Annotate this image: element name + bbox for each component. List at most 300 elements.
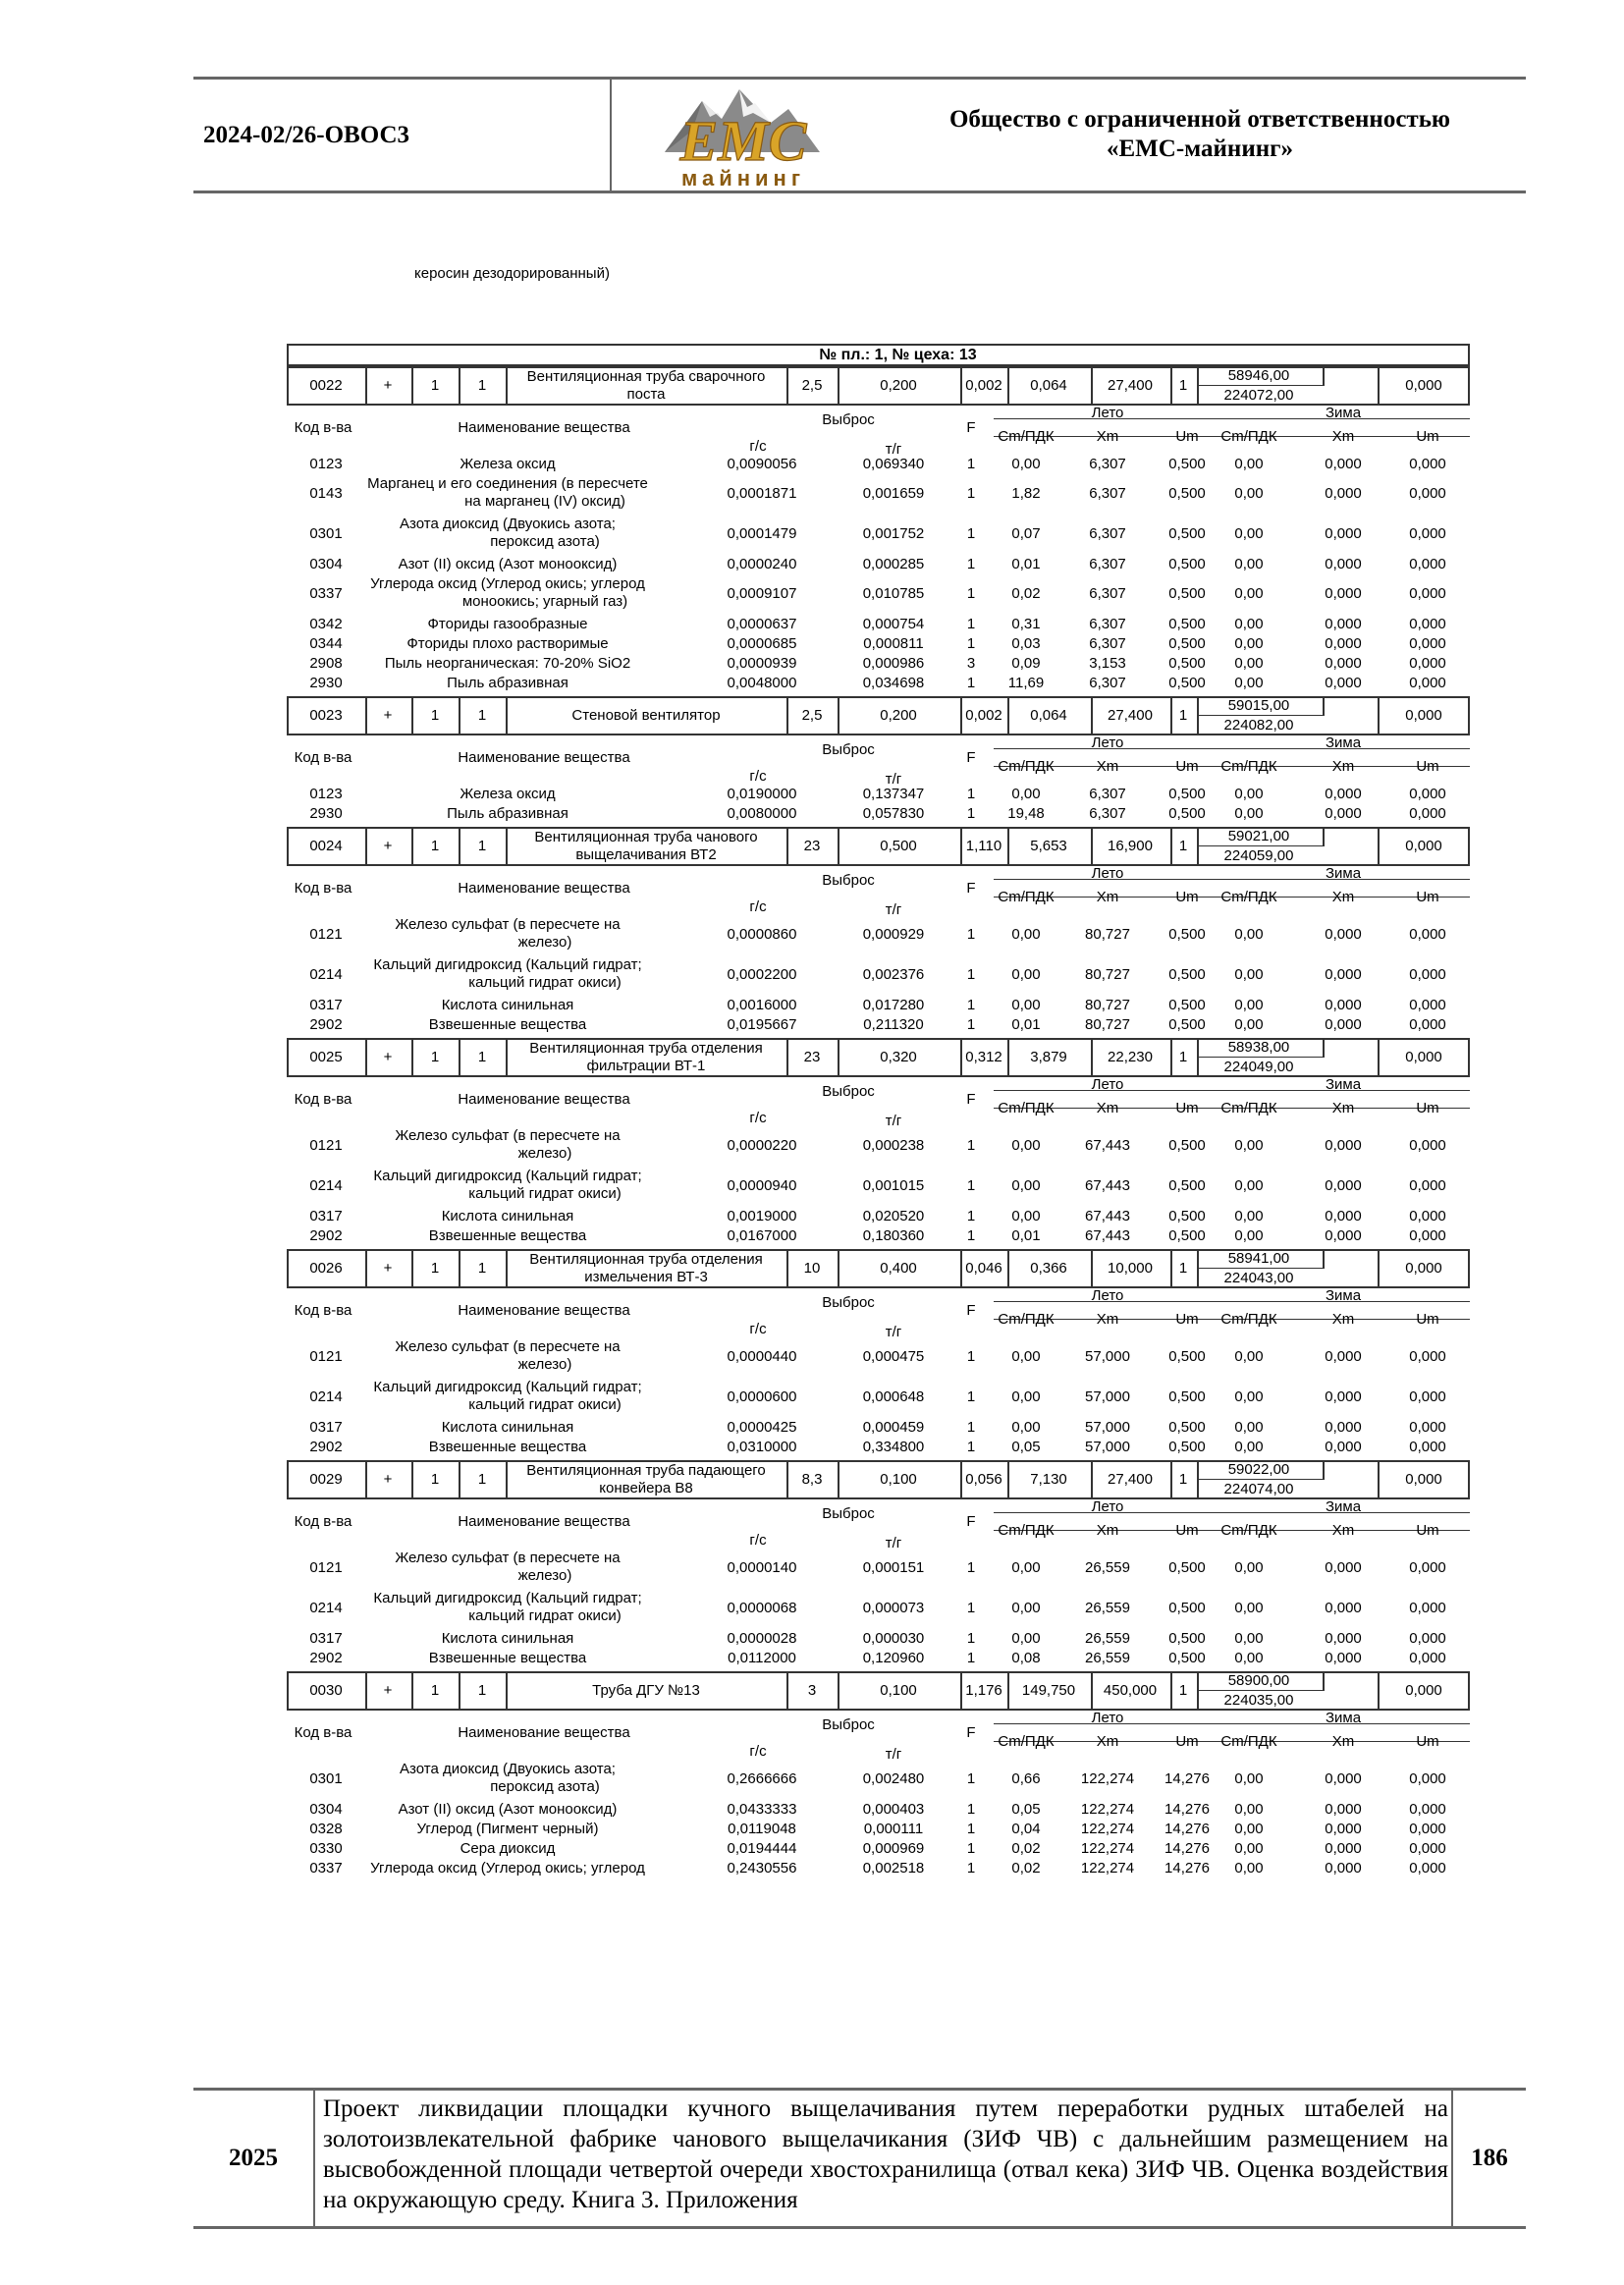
winter-xm: 0,000 (1325, 926, 1362, 943)
summer-um: 0,500 (1168, 556, 1206, 572)
substance-code: 0214 (309, 1388, 343, 1405)
source-speed: 5,653 (1030, 838, 1067, 854)
summer-xm: 122,274 (1080, 1840, 1135, 1857)
header-xm-winter: Xm (1331, 1522, 1355, 1539)
emission-gs: 0,0167000 (727, 1227, 797, 1244)
f-value: 1 (966, 926, 976, 943)
winter-xm: 0,000 (1325, 1650, 1362, 1666)
summer-um: 0,500 (1168, 966, 1206, 983)
cell-divider (838, 1671, 839, 1711)
winter-um: 0,000 (1409, 966, 1446, 983)
f-value: 1 (966, 966, 976, 983)
cell-divider (1007, 1671, 1009, 1711)
winter-xm: 0,000 (1325, 1770, 1362, 1787)
emission-gs: 0,2430556 (727, 1860, 797, 1877)
emission-gs: 0,0001479 (727, 525, 797, 542)
substance-code: 2902 (309, 1016, 343, 1033)
f-value: 1 (966, 1630, 976, 1647)
header-winter: Зима (1325, 1498, 1362, 1515)
substance-code: 0317 (309, 1630, 343, 1647)
source-coef: 1 (1178, 838, 1188, 854)
summer-um: 0,500 (1168, 1388, 1206, 1405)
cell-divider (411, 1249, 413, 1288)
summer-xm: 67,443 (1085, 1227, 1130, 1244)
substance-name: кальций гидрат окиси) (468, 1396, 622, 1413)
cell-divider (365, 827, 367, 866)
winter-cm: 0,00 (1234, 556, 1264, 572)
summer-um: 14,276 (1164, 1860, 1210, 1877)
source-name: измельчения ВТ-3 (584, 1269, 708, 1285)
summer-xm: 67,443 (1085, 1177, 1130, 1194)
source-diameter: 0,320 (880, 1049, 917, 1065)
cell-divider (1323, 1038, 1325, 1058)
source-speed: 0,064 (1030, 707, 1067, 724)
header-summer: Лето (1091, 405, 1124, 421)
source-name: Труба ДГУ №13 (592, 1682, 700, 1699)
source-x: 58900,00 (1227, 1672, 1290, 1689)
source-diameter: 0,400 (880, 1260, 917, 1277)
header-winter: Зима (1325, 405, 1362, 421)
summer-um: 0,500 (1168, 1559, 1206, 1576)
summer-um: 0,500 (1168, 675, 1206, 691)
substance-code: 0304 (309, 556, 343, 572)
winter-cm: 0,00 (1234, 616, 1264, 632)
season-divider (994, 1301, 1470, 1302)
substance-code: 0214 (309, 1177, 343, 1194)
emission-gs: 0,0119048 (728, 1821, 796, 1837)
emission-tg: 0,180360 (862, 1227, 925, 1244)
header-emission: Выброс (822, 741, 875, 758)
source-x: 59022,00 (1227, 1461, 1290, 1478)
substance-code: 0328 (309, 1821, 343, 1837)
winter-um: 0,000 (1409, 1208, 1446, 1224)
substance-code: 0317 (309, 1208, 343, 1224)
substance-name: кальций гидрат окиси) (468, 1607, 622, 1624)
summer-um: 0,500 (1168, 655, 1206, 672)
emission-tg: 0,137347 (862, 786, 925, 802)
summer-cm: 0,00 (1011, 1208, 1041, 1224)
source-last: 0,000 (1405, 1049, 1442, 1065)
cell-divider (1323, 696, 1325, 716)
summer-um: 0,500 (1168, 1348, 1206, 1365)
cell-divider (1007, 827, 1009, 866)
cell-divider (1197, 827, 1199, 866)
season-divider (994, 1723, 1470, 1724)
winter-xm: 0,000 (1325, 997, 1362, 1013)
footer-description: Проект ликвидации площадки кучного выщелачивания путем переработки рудных штабелей на золотоизвлекательной фабрике чанового выщелачикания (ЗИФ ЧВ) с дальнейшим размещением на высвобожденной площади четвертой очереди хвостохранилища (отвал кека) ЗИФ ЧВ. Оценка воздействия на окружающую среду. Книга 3. Приложения (323, 2095, 1448, 2213)
source-c1: 1 (430, 377, 440, 394)
emission-gs: 0,0000028 (727, 1630, 797, 1647)
emission-gs: 0,0310000 (727, 1439, 797, 1455)
winter-xm: 0,000 (1325, 1600, 1362, 1616)
header-cm: Cm/ПДК (998, 428, 1055, 445)
header-tg: т/г (885, 771, 902, 788)
organization-line-2: «ЕМС-майнинг» (1107, 136, 1293, 162)
summer-um: 0,500 (1168, 805, 1206, 822)
organization-name (881, 105, 1519, 164)
winter-xm: 0,000 (1325, 585, 1362, 602)
substance-code: 0123 (309, 456, 343, 472)
source-name: поста (626, 386, 666, 403)
substance-code: 0337 (309, 1860, 343, 1877)
summer-xm: 6,307 (1089, 525, 1126, 542)
f-value: 1 (966, 805, 976, 822)
winter-um: 0,000 (1409, 675, 1446, 691)
f-value: 1 (966, 456, 976, 472)
summer-um: 0,500 (1168, 1600, 1206, 1616)
header-summer: Лето (1091, 865, 1124, 882)
summer-um: 0,500 (1168, 1650, 1206, 1666)
winter-xm: 0,000 (1325, 1348, 1362, 1365)
substance-name: на марганец (IV) оксид) (464, 493, 625, 510)
cell-divider (411, 696, 413, 735)
header-cm-winter: Cm/ПДК (1220, 1522, 1277, 1539)
winter-xm: 0,000 (1325, 1439, 1362, 1455)
summer-xm: 6,307 (1089, 616, 1126, 632)
source-volume: 1,110 (965, 838, 1002, 854)
f-value: 1 (966, 1177, 976, 1194)
summer-cm: 0,00 (1011, 786, 1041, 802)
f-value: 1 (966, 1419, 976, 1436)
footer-divider (313, 2091, 315, 2226)
summer-cm: 0,00 (1011, 926, 1041, 943)
header-xm-winter: Xm (1331, 1733, 1355, 1750)
source-sign: + (383, 1682, 393, 1699)
source-c2: 1 (477, 1471, 487, 1488)
winter-um: 0,000 (1409, 1348, 1446, 1365)
cell-divider (838, 366, 839, 406)
cell-divider (1170, 1249, 1172, 1288)
source-coef: 1 (1178, 377, 1188, 394)
cell-divider (1091, 366, 1093, 406)
cell-divider (1091, 1038, 1093, 1077)
cell-divider (1007, 366, 1009, 406)
header-f: F (966, 1091, 976, 1108)
header-winter: Зима (1325, 734, 1362, 751)
emission-tg: 0,001015 (862, 1177, 925, 1194)
header-gs: г/с (749, 1532, 767, 1549)
emission-tg: 0,000929 (862, 926, 925, 943)
cell-divider (1091, 1249, 1093, 1288)
cell-divider (1378, 696, 1380, 735)
source-id: 0023 (309, 707, 343, 724)
header-winter: Зима (1325, 1287, 1362, 1304)
header-cm: Cm/ПДК (998, 889, 1055, 905)
summer-xm: 80,727 (1085, 966, 1130, 983)
substance-code: 0304 (309, 1801, 343, 1818)
cell-divider (960, 1460, 962, 1499)
emission-gs: 0,0000600 (727, 1388, 797, 1405)
substance-name: железо) (517, 1356, 572, 1373)
cell-divider (786, 696, 788, 735)
summer-um: 0,500 (1168, 1177, 1206, 1194)
winter-cm: 0,00 (1234, 1016, 1264, 1033)
emission-tg: 0,000754 (862, 616, 925, 632)
summer-cm: 0,00 (1011, 966, 1041, 983)
summer-um: 0,500 (1168, 585, 1206, 602)
emission-gs: 0,0000940 (727, 1177, 797, 1194)
source-sign: + (383, 707, 393, 724)
summer-cm: 11,69 (1007, 675, 1045, 691)
page-footer (193, 2088, 1526, 2229)
winter-cm: 0,00 (1234, 675, 1264, 691)
emission-gs: 0,0433333 (727, 1801, 797, 1818)
header-f: F (966, 880, 976, 897)
substance-name: Азота диоксид (Двуокись азота; (400, 1761, 616, 1777)
cell-divider (1007, 1038, 1009, 1077)
f-value: 1 (966, 1770, 976, 1787)
cell-divider (786, 1460, 788, 1499)
cell-divider (459, 1671, 460, 1711)
cell-divider (1378, 1249, 1380, 1288)
substance-code: 0337 (309, 585, 343, 602)
header-summer: Лето (1091, 734, 1124, 751)
header-code: Код в-ва (294, 1302, 352, 1319)
source-volume: 0,002 (965, 707, 1002, 724)
winter-cm: 0,00 (1234, 1419, 1264, 1436)
source-temp: 10,000 (1108, 1260, 1153, 1277)
cell-divider (1197, 385, 1323, 386)
substance-name: Кальций дигидроксид (Кальций гидрат; (373, 1379, 642, 1395)
substance-code: 2902 (309, 1439, 343, 1455)
cell-divider (1091, 1671, 1093, 1711)
header-name: Наименование вещества (458, 749, 630, 766)
cell-divider (1170, 1038, 1172, 1077)
emission-tg: 0,001752 (862, 525, 925, 542)
header-xm: Xm (1096, 889, 1119, 905)
source-y: 224043,00 (1223, 1270, 1294, 1286)
substance-code: 2902 (309, 1227, 343, 1244)
summer-cm: 0,00 (1011, 456, 1041, 472)
header-f: F (966, 1302, 976, 1319)
header-name: Наименование вещества (458, 1091, 630, 1108)
summer-cm: 0,03 (1011, 635, 1041, 652)
summer-cm: 0,01 (1011, 556, 1041, 572)
winter-cm: 0,00 (1234, 635, 1264, 652)
winter-xm: 0,000 (1325, 556, 1362, 572)
summer-xm: 122,274 (1080, 1821, 1135, 1837)
winter-um: 0,000 (1409, 635, 1446, 652)
summer-cm: 0,00 (1011, 1388, 1041, 1405)
summer-xm: 67,443 (1085, 1208, 1130, 1224)
emission-tg: 0,000811 (863, 635, 924, 652)
header-summer: Лето (1091, 1076, 1124, 1093)
header-divider (610, 80, 612, 190)
emission-tg: 0,002518 (862, 1860, 925, 1877)
header-um: Um (1175, 1522, 1199, 1539)
summer-um: 14,276 (1164, 1770, 1210, 1787)
substance-name: Азота диоксид (Двуокись азота; (400, 516, 616, 532)
cell-divider (1197, 845, 1323, 846)
source-sign: + (383, 377, 393, 394)
source-c1: 1 (430, 1260, 440, 1277)
header-gs: г/с (749, 768, 767, 785)
cell-divider (838, 696, 839, 735)
winter-cm: 0,00 (1234, 1208, 1264, 1224)
cell-divider (1197, 696, 1199, 735)
winter-xm: 0,000 (1325, 616, 1362, 632)
header-cm-winter: Cm/ПДК (1220, 428, 1277, 445)
summer-xm: 122,274 (1080, 1770, 1135, 1787)
winter-cm: 0,00 (1234, 456, 1264, 472)
winter-cm: 0,00 (1234, 1559, 1264, 1576)
source-c2: 1 (477, 838, 487, 854)
substance-code: 0301 (309, 1770, 343, 1787)
summer-xm: 80,727 (1085, 1016, 1130, 1033)
header-tg: т/г (885, 1113, 902, 1129)
f-value: 1 (966, 1860, 976, 1877)
source-coef: 1 (1178, 1049, 1188, 1065)
emission-gs: 0,0090056 (727, 456, 797, 472)
emission-gs: 0,0009107 (727, 585, 797, 602)
source-c1: 1 (430, 838, 440, 854)
f-value: 1 (966, 997, 976, 1013)
substance-code: 0330 (309, 1840, 343, 1857)
substance-code: 0143 (309, 485, 343, 502)
emission-tg: 0,000238 (862, 1137, 925, 1154)
substance-code: 2902 (309, 1650, 343, 1666)
source-name: Стеновой вентилятор (571, 707, 721, 724)
f-value: 1 (966, 1559, 976, 1576)
summer-cm: 0,00 (1011, 1137, 1041, 1154)
winter-cm: 0,00 (1234, 1348, 1264, 1365)
cell-divider (786, 366, 788, 406)
winter-xm: 0,000 (1325, 1821, 1362, 1837)
winter-cm: 0,00 (1234, 1860, 1264, 1877)
f-value: 1 (966, 1348, 976, 1365)
substance-name: Фториды плохо растворимые (406, 635, 609, 652)
header-xm: Xm (1096, 758, 1119, 775)
emission-tg: 0,334800 (862, 1439, 925, 1455)
source-c2: 1 (477, 1049, 487, 1065)
source-temp: 27,400 (1108, 1471, 1153, 1488)
header-code: Код в-ва (294, 749, 352, 766)
summer-um: 0,500 (1168, 1016, 1206, 1033)
header-gs: г/с (749, 438, 767, 455)
source-diameter: 0,100 (880, 1682, 917, 1699)
winter-um: 0,000 (1409, 1559, 1446, 1576)
winter-cm: 0,00 (1234, 1439, 1264, 1455)
page-number: 186 (1471, 2145, 1508, 2171)
source-speed: 3,879 (1030, 1049, 1067, 1065)
substance-name: железо) (517, 1145, 572, 1162)
substance-code: 0342 (309, 616, 343, 632)
cell-divider (1197, 366, 1199, 406)
header-um: Um (1175, 428, 1199, 445)
substance-name: Фториды газообразные (427, 616, 588, 632)
summer-cm: 0,00 (1011, 997, 1041, 1013)
emission-tg: 0,057830 (862, 805, 925, 822)
substance-name: кальций гидрат окиси) (468, 1185, 622, 1202)
substance-name: Взвешенные вещества (428, 1227, 587, 1244)
cell-divider (1197, 1268, 1323, 1269)
header-f: F (966, 419, 976, 436)
cell-divider (506, 366, 508, 406)
summer-um: 14,276 (1164, 1821, 1210, 1837)
header-xm: Xm (1096, 1522, 1119, 1539)
header-f: F (966, 1513, 976, 1530)
winter-xm: 0,000 (1325, 1559, 1362, 1576)
winter-cm: 0,00 (1234, 585, 1264, 602)
source-x: 59021,00 (1227, 828, 1290, 844)
header-summer: Лето (1091, 1710, 1124, 1726)
summer-xm: 80,727 (1085, 926, 1130, 943)
emission-tg: 0,001659 (862, 485, 925, 502)
header-code: Код в-ва (294, 1724, 352, 1741)
emission-gs: 0,0080000 (727, 805, 797, 822)
winter-um: 0,000 (1409, 1016, 1446, 1033)
cell-divider (1197, 715, 1323, 716)
source-speed: 0,064 (1030, 377, 1067, 394)
season-divider (994, 1090, 1470, 1091)
emission-tg: 0,000073 (862, 1600, 925, 1616)
emission-tg: 0,017280 (862, 997, 925, 1013)
emission-tg: 0,002480 (862, 1770, 925, 1787)
source-height: 23 (803, 1049, 821, 1065)
header-xm-winter: Xm (1331, 889, 1355, 905)
winter-um: 0,000 (1409, 1860, 1446, 1877)
header-um-winter: Um (1416, 1100, 1439, 1116)
header-tg: т/г (885, 1324, 902, 1340)
winter-cm: 0,00 (1234, 1227, 1264, 1244)
season-divider (994, 748, 1470, 749)
cell-divider (506, 1460, 508, 1499)
summer-um: 0,500 (1168, 926, 1206, 943)
header-cm: Cm/ПДК (998, 1522, 1055, 1539)
source-last: 0,000 (1405, 838, 1442, 854)
winter-um: 0,000 (1409, 1801, 1446, 1818)
header-cm: Cm/ПДК (998, 758, 1055, 775)
cell-divider (1323, 1671, 1325, 1691)
summer-um: 0,500 (1168, 997, 1206, 1013)
cell-divider (1197, 1690, 1323, 1691)
cell-divider (1170, 696, 1172, 735)
summer-xm: 6,307 (1089, 556, 1126, 572)
cell-divider (1197, 1249, 1199, 1288)
summer-xm: 80,727 (1085, 997, 1130, 1013)
season-divider (994, 879, 1470, 880)
summer-xm: 6,307 (1089, 485, 1126, 502)
emission-gs: 0,0000240 (727, 556, 797, 572)
substance-code: 2908 (309, 655, 343, 672)
emission-gs: 0,0194444 (727, 1840, 797, 1857)
source-name: Вентиляционная труба падающего (526, 1462, 766, 1479)
winter-xm: 0,000 (1325, 485, 1362, 502)
emission-gs: 0,0190000 (727, 786, 797, 802)
winter-cm: 0,00 (1234, 805, 1264, 822)
source-sign: + (383, 1049, 393, 1065)
winter-cm: 0,00 (1234, 1650, 1264, 1666)
header-xm: Xm (1096, 428, 1119, 445)
summer-cm: 0,00 (1011, 1559, 1041, 1576)
winter-xm: 0,000 (1325, 1388, 1362, 1405)
summer-cm: 0,00 (1011, 1419, 1041, 1436)
cell-divider (960, 1671, 962, 1711)
source-y: 224035,00 (1223, 1692, 1294, 1709)
emission-tg: 0,002376 (862, 966, 925, 983)
emission-tg: 0,000285 (862, 556, 925, 572)
f-value: 1 (966, 556, 976, 572)
header-summer: Лето (1091, 1287, 1124, 1304)
winter-xm: 0,000 (1325, 966, 1362, 983)
cell-divider (365, 696, 367, 735)
substance-code: 0123 (309, 786, 343, 802)
cell-divider (786, 1038, 788, 1077)
summer-um: 0,500 (1168, 1630, 1206, 1647)
header-xm: Xm (1096, 1311, 1119, 1328)
summer-um: 0,500 (1168, 1227, 1206, 1244)
header-tg: т/г (885, 441, 902, 458)
